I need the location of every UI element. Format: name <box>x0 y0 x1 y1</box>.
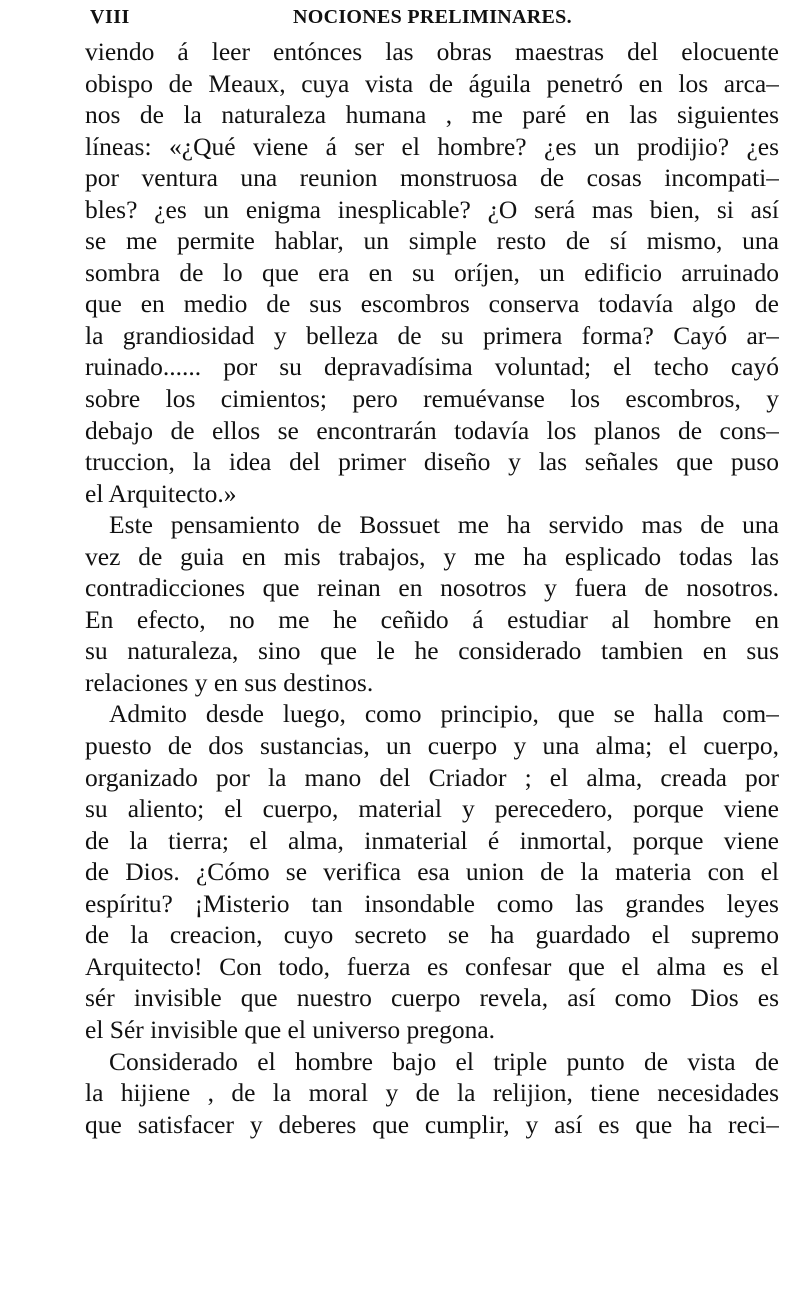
text-line: el Arquitecto.» <box>85 478 237 508</box>
page-header <box>88 6 778 30</box>
text-line: obispo de Meaux, cuya vista de águila penetró en los arca– <box>85 68 779 98</box>
text-line: sombra de lo que era en su oríjen, un edificio arruinado <box>85 257 779 287</box>
text-line: espíritu? ¡Misterio tan insondable como las grandes leyes <box>85 888 779 918</box>
text-line: contradicciones que reinan en nosotros y fuera de nosotros. <box>85 573 779 603</box>
text-line: puesto de dos sustancias, un cuerpo y una alma; el cuerpo, <box>85 731 779 761</box>
text-line: su aliento; el cuerpo, material y perecedero, porque viene <box>85 794 779 824</box>
page-number: VIII <box>90 6 130 28</box>
text-line: sobre los cimientos; pero remuévanse los escombros, y <box>85 384 779 414</box>
text-line: organizado por la mano del Criador ; el alma, creada por <box>85 762 779 792</box>
text-line: nos de la naturaleza humana , me paré en las siguientes <box>85 100 779 130</box>
running-title: NOCIONES PRELIMINARES. <box>293 6 572 28</box>
text-line: se me permite hablar, un simple resto de sí mismo, una <box>85 226 779 256</box>
text-line: el Sér invisible que el universo pregona. <box>85 1014 496 1044</box>
text-line: viendo á leer entónces las obras maestras del elocuente <box>85 37 779 66</box>
text-line: Este pensamiento de Bossuet me ha servido mas de una <box>109 510 779 540</box>
text-line: sér invisible que nuestro cuerpo revela, así como Dios es <box>85 983 779 1013</box>
text-line: de Dios. ¿Cómo se verifica esa union de la materia con el <box>85 857 779 887</box>
text-line: que en medio de sus escombros conserva todavía algo de <box>85 289 779 319</box>
text-line: Admito desde luego, como principio, que se halla com– <box>109 699 779 729</box>
text-line: de la creacion, cuyo secreto se ha guardado el supremo <box>85 920 779 950</box>
text-line: Considerado el hombre bajo el triple punto de vista de <box>109 1046 779 1076</box>
text-line: su naturaleza, sino que le he considerado tambien en sus <box>85 636 779 666</box>
body-text <box>85 36 779 1140</box>
text-line: vez de guia en mis trabajos, y me ha esplicado todas las <box>85 541 779 571</box>
text-line: En efecto, no me he ceñido á estudiar al hombre en <box>85 604 779 634</box>
text-line: por ventura una reunion monstruosa de cosas incompati– <box>85 163 779 193</box>
text-line: Arquitecto! Con todo, fuerza es confesar que el alma es el <box>85 951 779 981</box>
text-line: la hijiene , de la moral y de la relijion, tiene necesidades <box>85 1078 779 1108</box>
text-line: bles? ¿es un enigma inesplicable? ¿O será mas bien, si así <box>85 194 779 224</box>
text-line: debajo de ellos se encontrarán todavía los planos de cons– <box>85 415 779 445</box>
text-line: que satisfacer y deberes que cumplir, y así es que ha reci– <box>85 1109 779 1139</box>
text-line: relaciones y en sus destinos. <box>85 667 374 697</box>
text-line: líneas: «¿Qué viene á ser el hombre? ¿es un prodijio? ¿es <box>85 131 779 161</box>
text-line: truccion, la idea del primer diseño y las señales que puso <box>85 447 779 477</box>
text-line: ruinado...... por su depravadísima voluntad; el techo cayó <box>85 352 779 382</box>
text-line: de la tierra; el alma, inmaterial é inmortal, porque viene <box>85 825 779 855</box>
text-line: la grandiosidad y belleza de su primera forma? Cayó ar– <box>85 320 779 350</box>
